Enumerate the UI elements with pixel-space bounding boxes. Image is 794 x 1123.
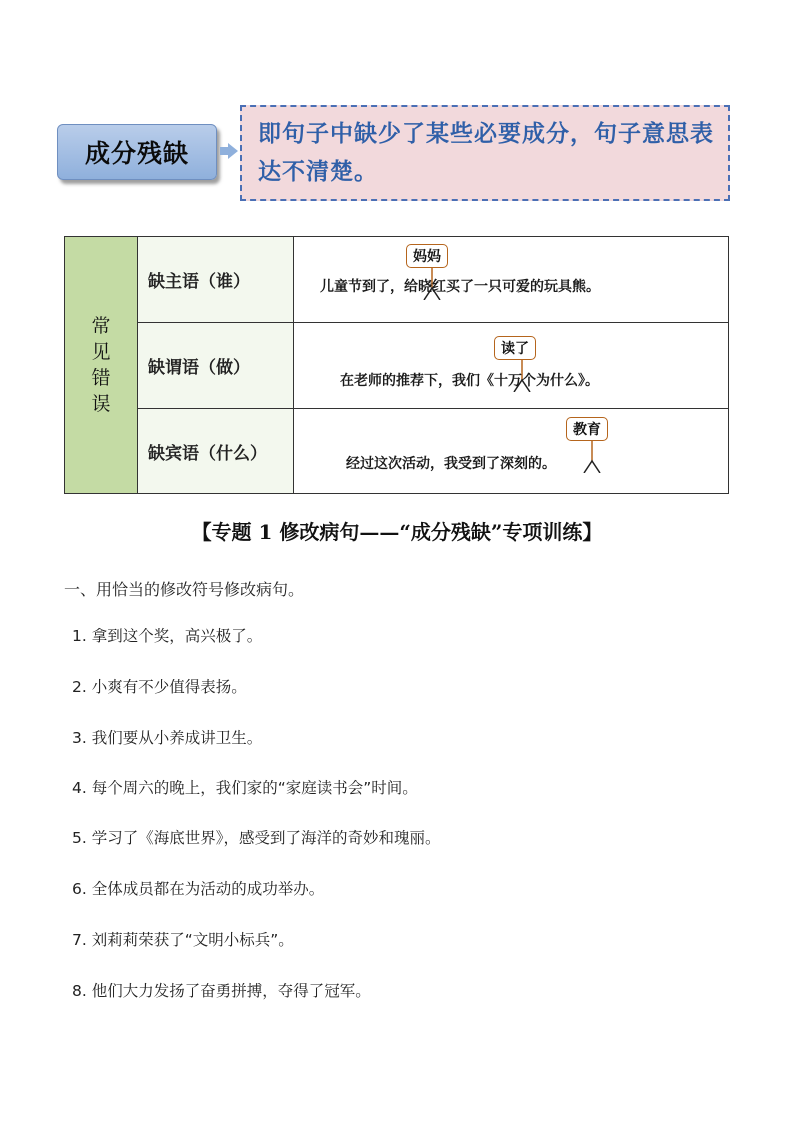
example-sentence: 经过这次活动，我受到了深刻的。	[346, 456, 556, 472]
example-cell	[294, 323, 729, 409]
table-header-cell	[65, 237, 138, 494]
insertion-word-box: 妈妈	[406, 244, 448, 268]
question-item: 8. 他们大力发扬了奋勇拼搏，夺得了冠军。	[72, 982, 371, 1000]
example-sentence: 儿童节到了，给晓红买了一只可爱的玩具熊。	[320, 278, 600, 295]
question-item: 6. 全体成员都在为活动的成功举办。	[72, 880, 325, 898]
example-cell	[294, 409, 729, 494]
example-sentence: 在老师的推荐下，我们《十万个为什么》。	[340, 372, 599, 389]
error-type-label: 缺主语（谁）	[138, 237, 294, 323]
question-item: 2. 小爽有不少值得表扬。	[72, 678, 247, 696]
error-type-label: 缺宾语（什么）	[138, 409, 294, 494]
header-char: 常	[91, 315, 111, 337]
question-item: 5. 学习了《海底世界》，感受到了海洋的奇妙和瑰丽。	[72, 829, 441, 847]
definition-callout: 即句子中缺少了某些必要成分，句子意思表达不清楚。	[240, 105, 730, 201]
error-types-table	[64, 236, 729, 494]
question-item: 4. 每个周六的晚上，我们家的“家庭读书会”时间。	[72, 779, 418, 797]
example-cell	[294, 237, 729, 323]
question-item: 3. 我们要从小养成讲卫生。	[72, 729, 263, 747]
header-char: 误	[91, 393, 111, 415]
insertion-word-box: 教育	[566, 417, 608, 441]
insertion-word-box: 读了	[494, 336, 536, 360]
insertion-caret-icon	[582, 441, 602, 473]
header-char: 见	[91, 341, 111, 363]
instruction-text: 一、用恰当的修改符号修改病句。	[64, 580, 305, 599]
question-item: 1. 拿到这个奖，高兴极了。	[72, 627, 263, 645]
header-char: 错	[91, 367, 111, 389]
topic-badge: 成分残缺	[57, 124, 217, 180]
section-title: 【专题 1 修改病句——“成分残缺”专项训练】	[191, 520, 603, 544]
question-item: 7. 刘莉莉荣获了“文明小标兵”。	[72, 931, 294, 949]
error-type-label: 缺谓语（做）	[138, 323, 294, 409]
